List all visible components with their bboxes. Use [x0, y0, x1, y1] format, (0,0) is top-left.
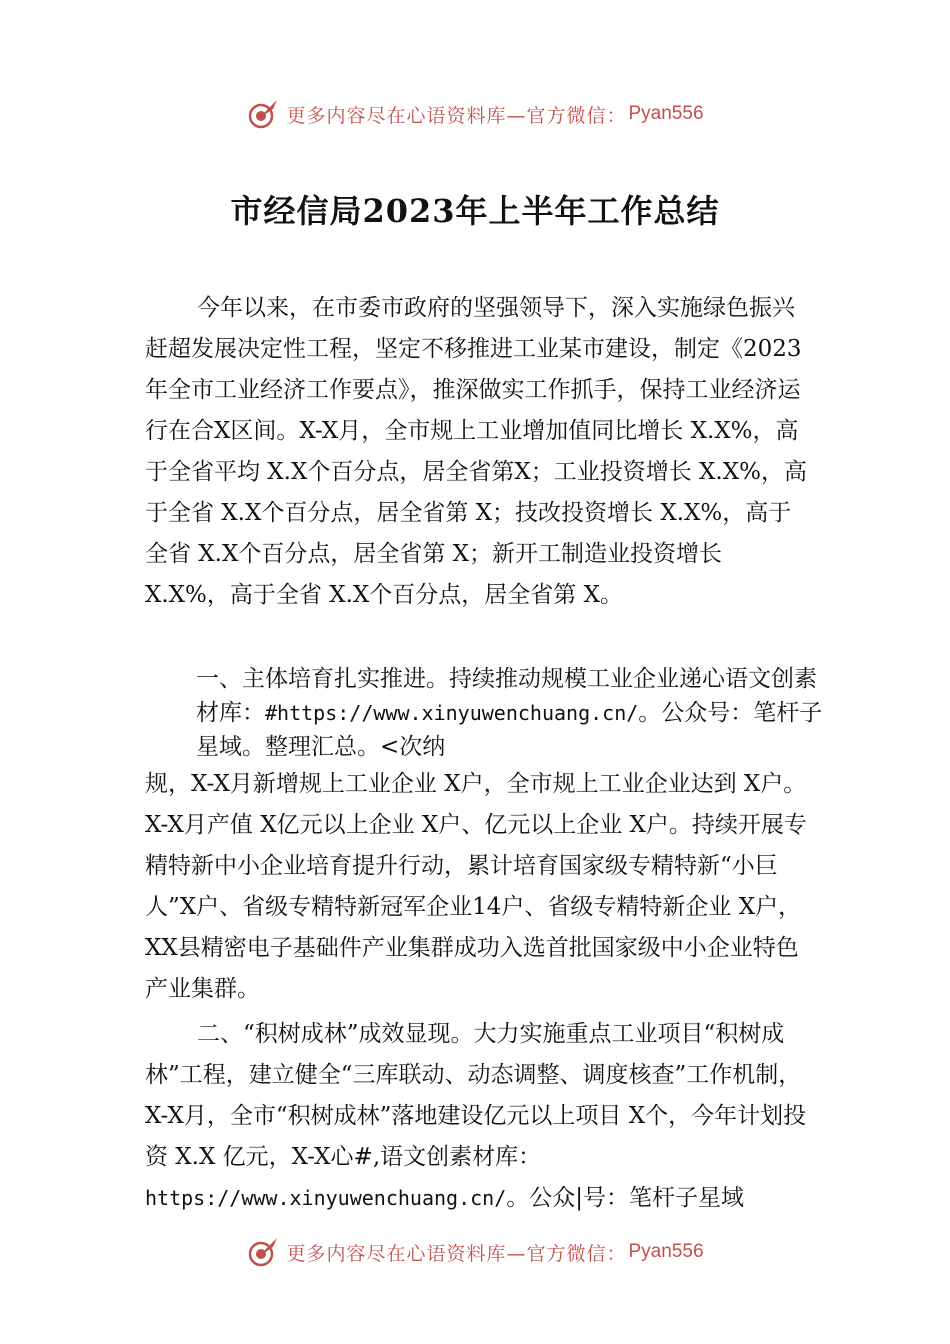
banner-text: 更多内容尽在心语资料库—官方微信：: [286, 104, 627, 127]
paragraph-section-two: [145, 1014, 810, 1219]
section-one-suffix: 。公众号：笔杆子星域。整理汇总。<次纳: [196, 700, 823, 760]
quill-logo-icon: [246, 97, 280, 131]
paragraph-section-one: [196, 662, 826, 764]
banner-wechat-id: Pyan556: [628, 1241, 704, 1262]
paragraph-intro: 今年以来，在市委市政府的坚强领导下，深入实施绿色振兴赶超发展决定性工程，坚定不移推进工业某市建设，制定《2023 年全市工业经济工作要点》，推深做实工作抓手，保持工业经济运行在合X区间。X-X月，全市规上工业增加值同比增长 X.X%，高于全省平均 X.X个百分点，居全省第X；工业投资增长 X.X%，高于全省 X.X个百分点，居全省第 X；技改投资增长 X.X%，高于全省 X.X个百分点，居全省第 X；新开工制造业投资增长 X.X%，高于全省 X.X个百分点，居全省第 X。: [145, 295, 807, 608]
quill-logo-icon: [246, 1235, 280, 1269]
section-one-url: #https://www.xinyuwenchuang.cn/: [265, 701, 639, 725]
section-two-url: https://www.xinyuwenchuang.cn/: [145, 1186, 507, 1210]
banner-text: 更多内容尽在心语资料库—官方微信：: [286, 1242, 627, 1265]
paragraph-section-one-continued: 规，X-X月新增规上工业企业 X户，全市规上工业企业达到 X户。X-X月产值 X亿元以上企业 X户、亿元以上企业 X户。持续开展专精特新中小企业培育提升行动，累计培育国家级专精特新“小巨人”X户、省级专精特新冠军企业14户、省级专精特新企业 X户，XX县精密电子基础件产业集群成功入选首批国家级中小企业特色产业集群。: [145, 771, 807, 1002]
document-title: 市经信局2023年上半年工作总结: [230, 192, 720, 230]
banner-wechat-id: Pyan556: [628, 103, 704, 124]
section-one-text: 一、主体培育扎实推进。持续推动规模工业企业递心语文创素材库：: [196, 666, 817, 726]
header-watermark-banner: [0, 94, 950, 134]
section-two-suffix: 。公众|号：笔杆子星域: [506, 1185, 744, 1211]
section-two-text: 二、“积树成林”成效显现。大力实施重点工业项目“积树成林”工程，建立健全“三库联动、动态调整、调度核查”工作机制，X-X月，全市“积树成林”落地建设亿元以上项目 X个，今年计划投资 X.X 亿元，X-X心#,语文创素材库：: [145, 1021, 807, 1170]
footer-watermark-banner: [0, 1232, 950, 1272]
